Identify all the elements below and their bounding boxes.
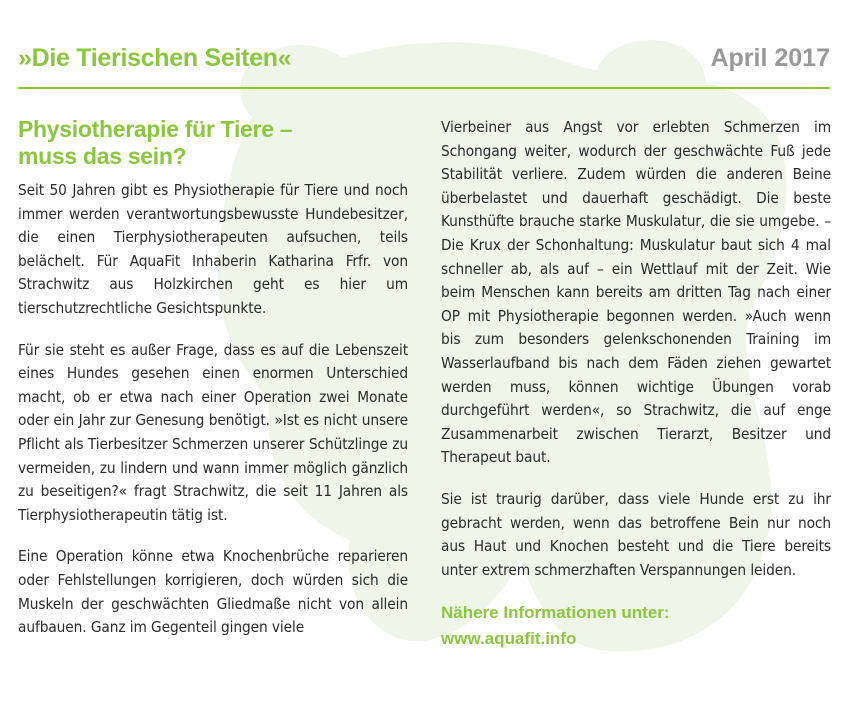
more-info-block [441, 600, 831, 652]
section-title: »Die Tierischen Seiten« [18, 44, 292, 72]
article-paragraph: Eine Operation könne etwa Knochenbrüche reparieren oder Fehlstellungen korrigieren, doch würden sich die Muskeln der geschwächten Gliedmaße nicht von allein aufbauen. Ganz im Gegenteil gingen viele [18, 547, 408, 637]
article-paragraph: Sie ist traurig darüber, dass viele Hunde erst zu ihr gebracht werden, wenn das betroffene Bein nur noch aus Haut und Knochen besteht und die Tiere bereits unter extrem schmerzhaften Verspannungen leiden. [441, 489, 831, 579]
article-column-right [441, 116, 831, 652]
issue-date: April 2017 [710, 44, 830, 72]
more-info-label: Nähere Informationen unter: [441, 603, 670, 623]
header-divider [18, 87, 830, 89]
article-paragraph: Seit 50 Jahren gibt es Physiotherapie für Tiere und noch immer werden verantwortungsbewusste Hundebesitzer, die einen Tierphysiotherapeuten aufsuchen, teils belächelt. Für AquaFit Inhaberin Katharina Frfr. von Strachwitz aus Holzkirchen geht es hier um tierschutzrechtliche Gesichtspunkte. [18, 181, 408, 317]
article-column-left [18, 116, 408, 658]
page-header [18, 44, 830, 84]
website-link[interactable]: www.aquafit.info [441, 629, 577, 649]
article-paragraph: Für sie steht es außer Frage, dass es auf die Lebenszeit eines Hundes gesehen einen enormen Unterschied macht, ob er etwa nach einer Operation zwei Monate oder ein Jahr zur Genesung benötigt. »Ist es nicht unsere Pflicht als Tierbesitzer Schmerzen unserer Schützlinge zu vermeiden, zu lindern und wann immer möglich gänzlich zu beseitigen?« fragt Strachwitz, die seit 11 Jahren als Tierphysiotherapeutin tätig ist. [18, 340, 408, 524]
article-paragraph: Vierbeiner aus Angst vor erlebten Schmerzen im Schongang weiter, wodurch der geschwächte Fuß jede Stabilität verliere. Zudem würden die anderen Beine überbelastet und dauerhaft geschädigt. Die beste Kunsthüfte brauche starke Muskulatur, die sie umgebe. – Die Krux der Schonhaltung: Muskulatur baut sich 4 mal schneller ab, als auf – ein Wettlauf mit der Zeit. Wie beim Menschen kann bereits am dritten Tag nach einer OP mit Physiotherapie begonnen werden. »Auch wenn bis zum besonders gelenkschonenden Training im Wasserlaufband bis nach dem Fäden ziehen gewartet werden muss, können wichtige Übungen vorab durchgeführt werden«, so Strachwitz, die auf enge Zusammenarbeit zwischen Tierarzt, Besitzer und Therapeut baut. [441, 118, 831, 467]
article-title [18, 116, 408, 170]
article-title-line-1: Physiotherapie für Tiere – [18, 116, 293, 142]
article-title-line-2: muss das sein? [18, 143, 187, 169]
